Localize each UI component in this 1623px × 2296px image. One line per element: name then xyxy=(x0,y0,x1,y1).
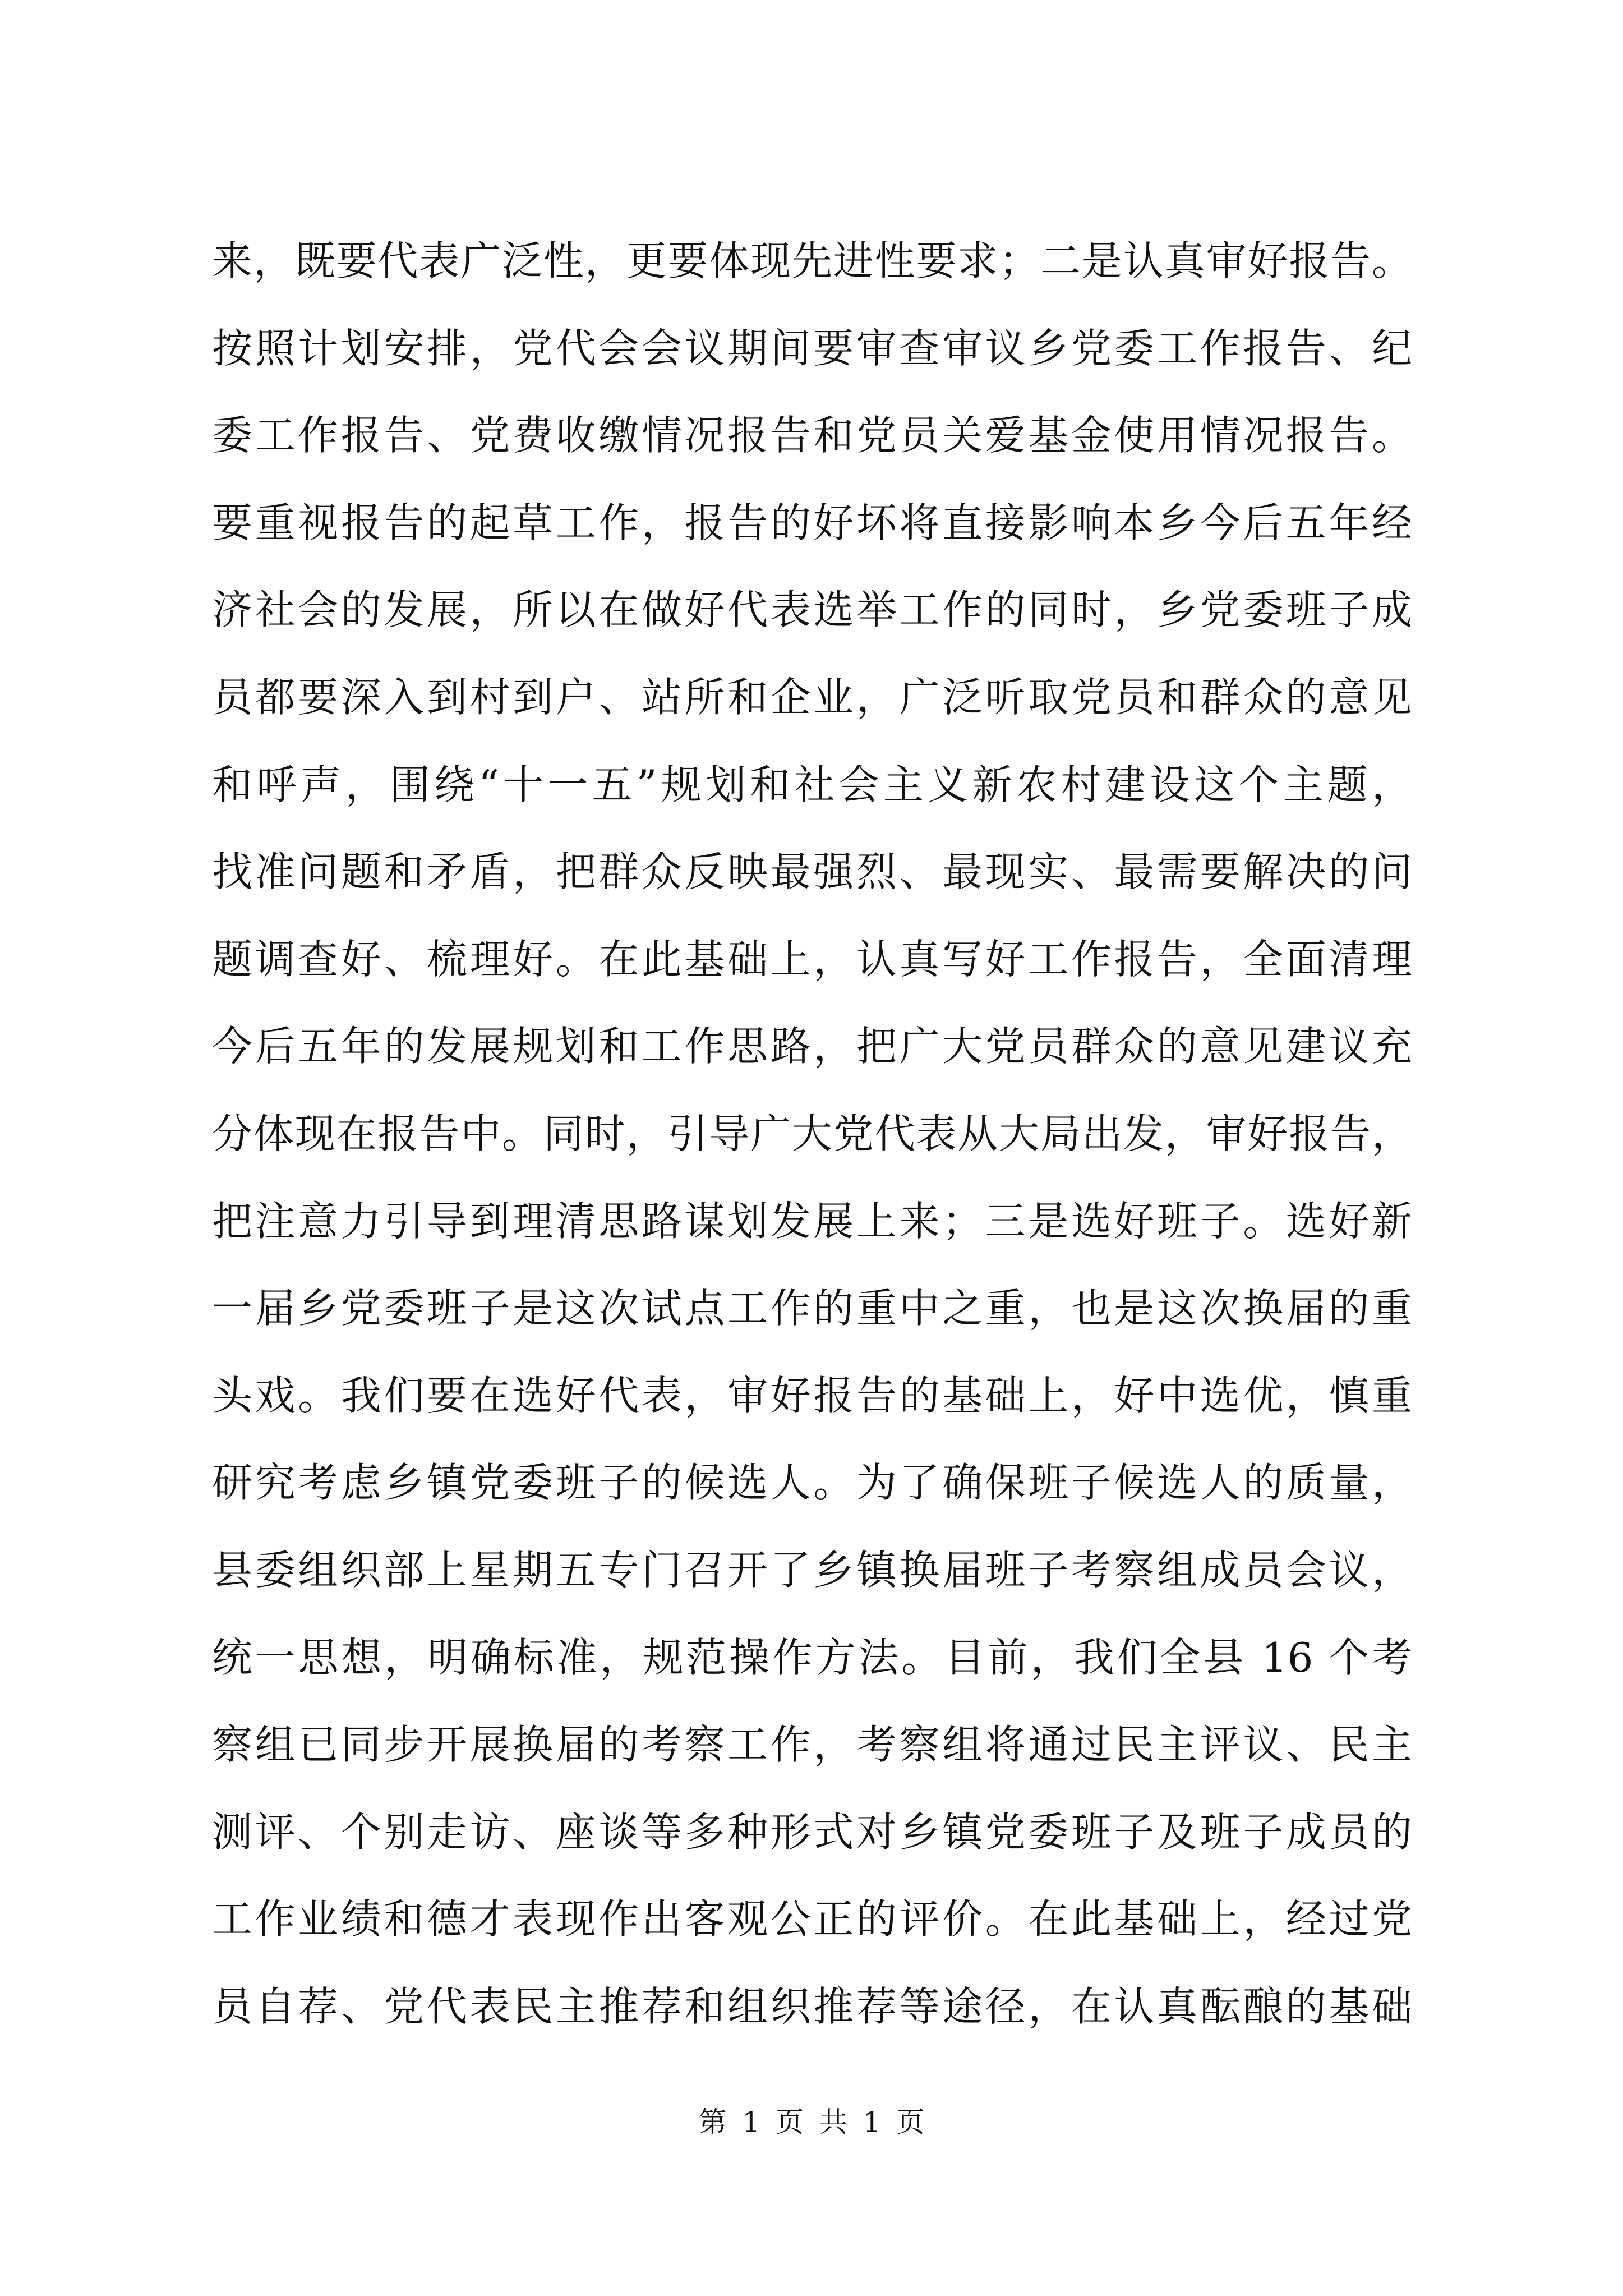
page-number-label: 第 1 页 共 1 页 xyxy=(698,2106,925,2138)
text-line: 察组已同步开展换届的考察工作，考察组将通过民主评议、民主 xyxy=(212,1721,1412,1769)
text-line: 和呼声，围绕“十一五”规划和社会主义新农村建设这个主题， xyxy=(212,761,1412,808)
text-line: 济社会的发展，所以在做好代表选举工作的同时，乡党委班子成 xyxy=(212,586,1412,634)
body-text xyxy=(212,218,1412,2050)
text-line: 研究考虑乡镇党委班子的候选人。为了确保班子候选人的质量， xyxy=(212,1459,1412,1507)
text-line: 分体现在报告中。同时，引导广大党代表从大局出发，审好报告， xyxy=(212,1110,1412,1157)
text-line: 按照计划安排，党代会会议期间要审查审议乡党委工作报告、纪 xyxy=(212,324,1412,372)
text-line: 题调查好、梳理好。在此基础上，认真写好工作报告，全面清理 xyxy=(212,935,1412,983)
text-line: 县委组织部上星期五专门召开了乡镇换届班子考察组成员会议， xyxy=(212,1546,1412,1594)
text-line: 头戏。我们要在选好代表，审好报告的基础上，好中选优，慎重 xyxy=(212,1372,1412,1419)
text-line: 统一思想，明确标准，规范操作方法。目前，我们全县 16 个考 xyxy=(212,1634,1412,1681)
text-line: 把注意力引导到理清思路谋划发展上来；三是选好班子。选好新 xyxy=(212,1197,1412,1245)
text-line: 来，既要代表广泛性，更要体现先进性要求；二是认真审好报告。 xyxy=(212,237,1412,284)
text-line: 要重视报告的起草工作，报告的好坏将直接影响本乡今后五年经 xyxy=(212,499,1412,546)
text-line: 委工作报告、党费收缴情况报告和党员关爱基金使用情况报告。 xyxy=(212,412,1412,459)
text-line: 工作业绩和德才表现作出客观公正的评价。在此基础上，经过党 xyxy=(212,1895,1412,1943)
text-line: 测评、个别走访、座谈等多种形式对乡镇党委班子及班子成员的 xyxy=(212,1808,1412,1856)
text-line: 今后五年的发展规划和工作思路，把广大党员群众的意见建议充 xyxy=(212,1023,1412,1070)
text-line: 一届乡党委班子是这次试点工作的重中之重，也是这次换届的重 xyxy=(212,1285,1412,1332)
text-line: 找准问题和矛盾，把群众反映最强烈、最现实、最需要解决的问 xyxy=(212,848,1412,896)
text-line: 员自荐、党代表民主推荐和组织推荐等途径，在认真酝酿的基础 xyxy=(212,1982,1412,2030)
page-footer xyxy=(0,2102,1623,2142)
text-line: 员都要深入到村到户、站所和企业，广泛听取党员和群众的意见 xyxy=(212,673,1412,721)
